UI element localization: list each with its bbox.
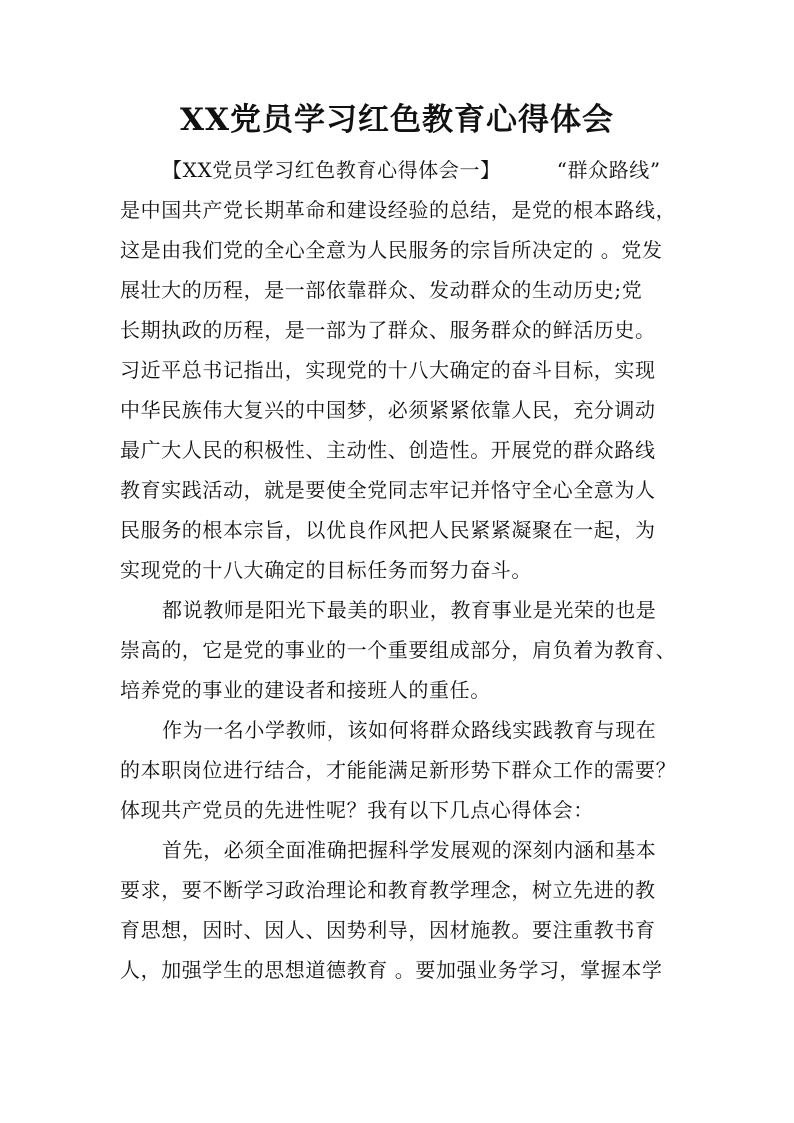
text-line: 崇高的，它是党的事业的一个重要组成部分，肩负着为教育、 xyxy=(120,638,677,662)
document-body xyxy=(120,150,686,990)
paragraph-4 xyxy=(120,830,686,990)
text-line: 最广大人民的积极性、主动性、创造性。开展党的群众路线 xyxy=(120,438,656,462)
text-line: 实现党的十八大确定的目标任务而努力奋斗。 xyxy=(120,558,532,582)
text-line: 的本职岗位进行结合，才能能满足新形势下群众工作的需要？ xyxy=(120,758,677,782)
text-line: 育思想，因时、因人、因势利导，因材施教。要注重教书育 xyxy=(120,918,656,942)
text-line: 作为一名小学教师，该如何将群众路线实践教育与现在 xyxy=(162,718,657,742)
document-title: XX党员学习红色教育心得体会 xyxy=(179,102,615,138)
text-line: 这是由我们党的全心全意为人民服务的宗旨所决定的 。党发 xyxy=(120,238,663,262)
section-heading: 【XX党员学习红色教育心得体会一】 xyxy=(162,158,501,182)
text-line: 培养党的事业的建设者和接班人的重任。 xyxy=(120,678,491,702)
text-line: 中华民族伟大复兴的中国梦，必须紧紧依靠人民，充分调动 xyxy=(120,398,656,422)
paragraph-1-lead: “群众路线” xyxy=(556,158,661,182)
paragraph-1-line-1 xyxy=(120,150,686,190)
paragraph-2 xyxy=(120,590,686,710)
text-line: 首先，必须全面准确把握科学发展观的深刻内涵和基本 xyxy=(162,838,657,862)
text-line: 民服务的根本宗旨，以优良作风把人民紧紧凝聚在一起，为 xyxy=(120,518,656,542)
text-line: 都说教师是阳光下最美的职业，教育事业是光荣的也是 xyxy=(162,598,657,622)
text-line: 是中国共产党长期革命和建设经验的总结，是党的根本路线， xyxy=(120,198,677,222)
text-line: 展壮大的历程，是一部依靠群众、发动群众的生动历史;党 xyxy=(120,278,643,302)
text-line: 长期执政的历程，是一部为了群众、服务群众的鲜活历史。 xyxy=(120,318,656,342)
paragraph-1 xyxy=(120,150,686,590)
text-line: 人，加强学生的思想道德教育 。要加强业务学习，掌握本学 xyxy=(120,958,663,982)
text-line: 习近平总书记指出，实现党的十八大确定的奋斗目标，实现 xyxy=(120,358,656,382)
text-line: 体现共产党员的先进性呢？我有以下几点心得体会： xyxy=(120,798,594,822)
paragraph-3 xyxy=(120,710,686,830)
text-line: 教育实践活动，就是要使全党同志牢记并恪守全心全意为人 xyxy=(120,478,656,502)
text-line: 要求，要不断学习政治理论和教育教学理念，树立先进的教 xyxy=(120,878,656,902)
